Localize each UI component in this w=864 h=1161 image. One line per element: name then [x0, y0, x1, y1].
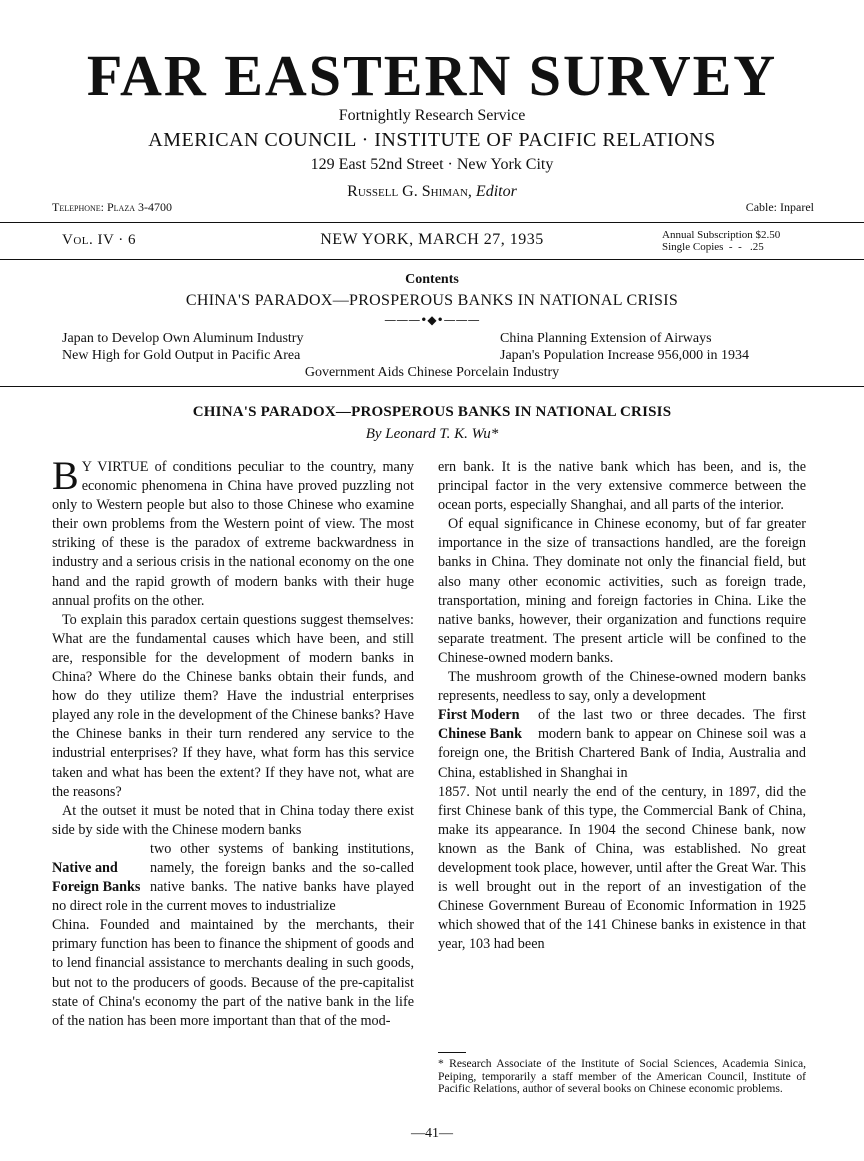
- annual-subscription: Annual Subscription $2.50: [662, 229, 781, 241]
- footnote: * Research Associate of the Institute of Social Sciences, Academia Sinica, Peiping, temporarily a staff member of the American Council, Institute of Pacific Relations, author of several books on Chinese economic problems.: [438, 1057, 806, 1096]
- sidehead-first-modern-chinese-bank: First Modern Chinese Bank: [438, 707, 522, 743]
- paragraph: Of equal significance in Chinese economy, but of far greater importance in the size of transactions handled, are the foreign banks in China. They dominate not only the financial field, but also many other economic activities, such as foreign trade, transportation, mining and foreign factories in China. Like the native banks, however, their organization and functions require separate treatment. The present article will be confined to the Chinese-owned modern banks.: [438, 516, 806, 666]
- paragraph: B Y VIRTUE of conditions peculiar to the country, many economic phenomena in China have proved puzzling not only to Western people but also to those Chinese who examine their own problems from the Western point of view. The most striking of these is the paradox of extreme backwardness in industry and a serious crisis in the national economy on the one hand and the rapid growth of modern banks with their huge annual profits on the other.: [52, 453, 415, 609]
- editor-name: Russell G. Shiman,: [347, 183, 472, 200]
- masthead-service: Fortnightly Research Service: [338, 107, 526, 124]
- masthead-address: 129 East 52nd Street · New York City: [310, 156, 554, 173]
- masthead-editor: [0, 183, 864, 201]
- page-number: —41—: [411, 1126, 453, 1141]
- masthead-rule-bottom: [0, 259, 864, 260]
- article-column-left: [52, 453, 415, 1031]
- subscription-info: [662, 229, 780, 253]
- contents-item: Japan's Population Increase 956,000 in 1934: [500, 348, 750, 363]
- masthead-rule-top: [0, 222, 864, 223]
- paragraph: At the outset it must be noted that in China today there exist side by side with the Chinese modern banks: [52, 802, 414, 838]
- contents-heading: Contents: [405, 272, 459, 287]
- cable-address: Cable: Inparel: [745, 200, 814, 214]
- telephone: Telephone: Plaza 3-4700: [52, 200, 172, 214]
- drop-cap: B: [52, 453, 79, 498]
- ornament-divider: ———•◆•———: [384, 313, 480, 327]
- paragraph: China. Founded and maintained by the merchants, their primary function has been to finance the shipment of goods and to lend financial assistance to merchants dealing in such goods, but not to the producers of goods. Because of the pre-capitalist state of China's economy the part of the native bank in the life of the nation has been more important than that of the mod-: [52, 917, 414, 1029]
- contents-lead-article: CHINA'S PARADOX—PROSPEROUS BANKS IN NATIONAL CRISIS: [185, 292, 679, 309]
- paragraph: To explain this paradox certain questions suggest themselves: What are the fundamental causes which have been, and still are, responsible for the development of modern banks in China? Where do the Chinese banks obtain their funds, and how do they utilize them? Have the industrial enterprises played any role in the development of the Chinese banks? Have the Chinese banks in their turn rendered any service to the industrial enterprises? If they have, what form has this service taken and what has been the extent? If they have not, what are the reasons?: [52, 611, 414, 800]
- contents-left-column: [62, 330, 303, 364]
- dateline: NEW YORK, MARCH 27, 1935: [320, 231, 544, 248]
- masthead-title: FAR EASTERN SURVEY: [86, 43, 778, 108]
- contents-item: New High for Gold Output in Pacific Area: [62, 348, 301, 363]
- contents-right-column: [500, 330, 749, 364]
- footnote-rule: [438, 1052, 466, 1053]
- paragraph: two other systems of banking institutions, namely, the foreign banks and the so-called native banks. The native banks have played no direct role in the current moves to industrialize: [52, 840, 414, 915]
- paragraph: ern bank. It is the native bank which has been, and is, the principal factor in the very extensive commerce between the ocean ports, especially Shanghai, and all parts of the interior.: [438, 459, 806, 514]
- contents-item: Japan to Develop Own Aluminum Industry: [62, 331, 304, 346]
- contents-item: China Planning Extension of Airways: [500, 331, 712, 346]
- editor-role: Editor: [475, 183, 517, 200]
- paragraph: of the last two or three decades. The first modern bank to appear on Chinese soil was a foreign one, the British Chartered Bank of India, Australia and China, established in Shanghai in: [438, 707, 806, 781]
- contents-rule: [0, 386, 864, 387]
- paragraph: The mushroom growth of the Chinese-owned modern banks represents, needless to say, only a development: [438, 669, 806, 705]
- article-column-right: [438, 458, 806, 954]
- contents-item-center: Government Aids Chinese Porcelain Industry: [304, 365, 560, 380]
- single-copies: Single Copies - - .25: [662, 241, 764, 253]
- paragraph: 1857. Not until nearly the end of the century, in 1897, did the first Chinese bank of this type, the Commercial Bank of China, make its appearance. In 1904 the second Chinese bank, now known as the Bank of China, was established. No great development took place, however, until after the Great War. This is well brought out in the report of an investigation of the Chinese Government Bureau of Economic Information in 1925 which showed that of the 141 Chinese banks in existence in that year, 103 had been: [438, 783, 806, 953]
- article-title: CHINA'S PARADOX—PROSPEROUS BANKS IN NATIONAL CRISIS: [192, 404, 672, 420]
- masthead-organization: AMERICAN COUNCIL · INSTITUTE OF PACIFIC RELATIONS: [148, 129, 716, 151]
- sidehead-native-foreign-banks: Native and Foreign Banks: [52, 859, 141, 896]
- volume-number: Vol. IV · 6: [62, 232, 137, 248]
- article-byline: By Leonard T. K. Wu*: [365, 426, 499, 442]
